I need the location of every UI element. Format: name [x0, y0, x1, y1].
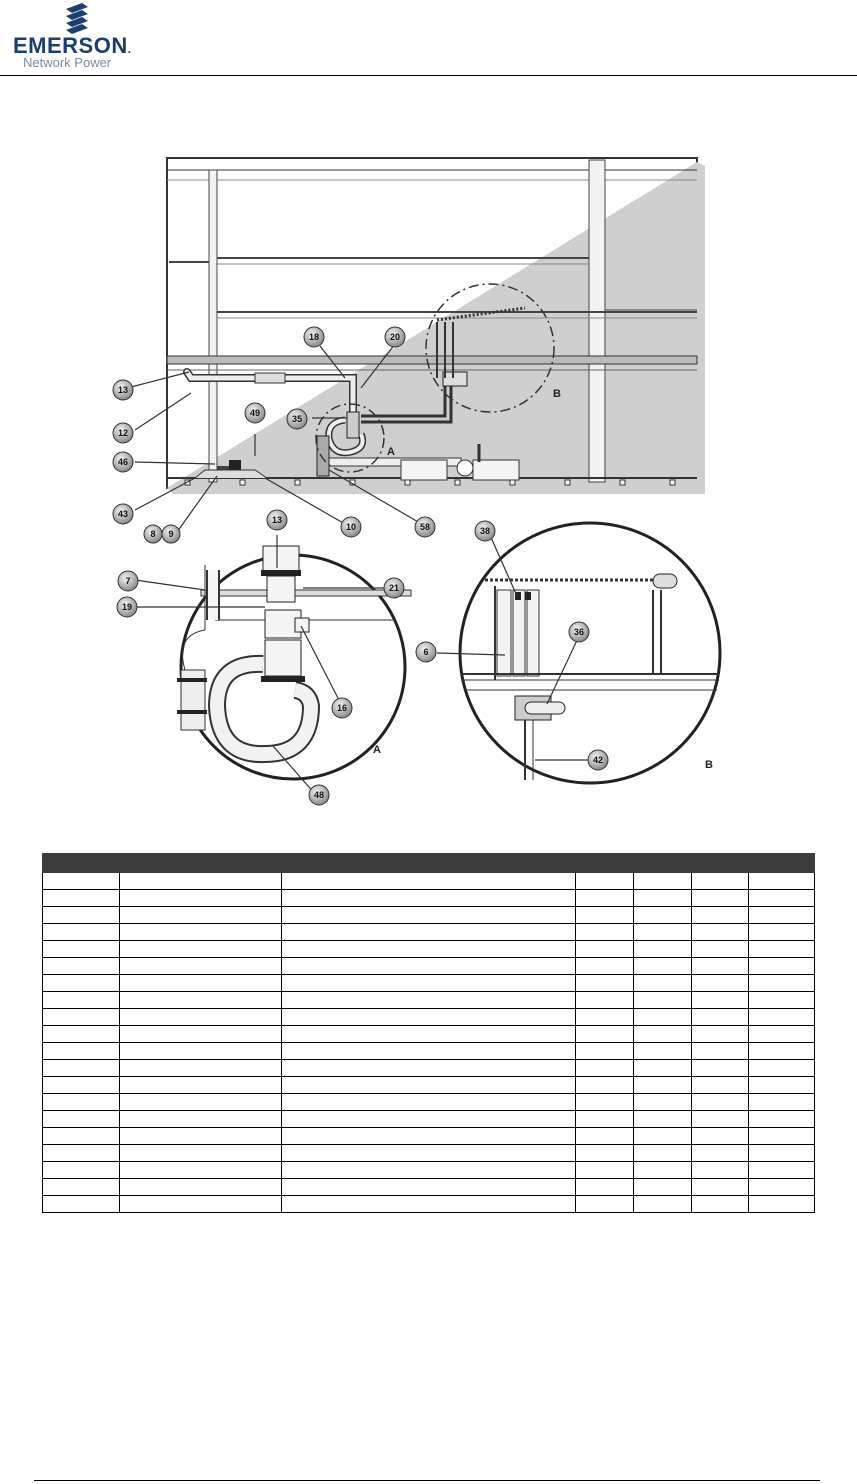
- table-row: [43, 1111, 815, 1128]
- table-row: [43, 1094, 815, 1111]
- callout-43-text: 43: [117, 509, 129, 519]
- view-label-a: A: [387, 446, 395, 458]
- callout-16: [332, 698, 352, 718]
- callout-10: [341, 517, 361, 537]
- callout-58: [415, 517, 435, 537]
- table-row: [43, 890, 815, 907]
- callout-46: [113, 452, 133, 472]
- callout-7-text: 7: [125, 576, 131, 586]
- callout-16-text: 16: [336, 703, 348, 713]
- callout-36-text: 36: [573, 627, 585, 637]
- callout-35: [287, 409, 307, 429]
- table-row: [43, 1060, 815, 1077]
- callout-38: [475, 521, 495, 541]
- callout-13-detail-text: 13: [271, 515, 283, 525]
- table-row: [43, 992, 815, 1009]
- callout-49-text: 49: [249, 408, 261, 418]
- page-header: [0, 0, 857, 76]
- callout-12-text: 12: [117, 428, 129, 438]
- callout-43: [113, 504, 133, 524]
- callout-20-text: 20: [389, 332, 401, 342]
- callout-6-text: 6: [423, 647, 429, 657]
- callout-42-text: 42: [592, 755, 604, 765]
- callout-13-main: [113, 380, 133, 400]
- table-row: [43, 924, 815, 941]
- callout-6: [416, 642, 436, 662]
- table-header-cell: [749, 854, 815, 873]
- brand-subtitle: Network Power: [23, 55, 112, 70]
- detail-view-a: [177, 546, 411, 779]
- table-header-cell: [576, 854, 634, 873]
- footer-rule: [34, 1480, 820, 1481]
- table-row: [43, 958, 815, 975]
- callout-36: [569, 622, 589, 642]
- callout-12: [113, 423, 133, 443]
- callout-58-text: 58: [419, 522, 431, 532]
- callout-13-detail: [267, 510, 287, 530]
- callout-48: [309, 785, 329, 805]
- callout-48-text: 48: [313, 790, 325, 800]
- table-row: [43, 1145, 815, 1162]
- table-header-row: [43, 854, 815, 873]
- table-header-cell: [692, 854, 749, 873]
- table-row: [43, 907, 815, 924]
- callout-18: [304, 327, 324, 347]
- callout-18-text: 18: [308, 332, 320, 342]
- view-label-b: B: [553, 388, 561, 400]
- callout-42: [588, 750, 608, 770]
- callout-9-text: 9: [168, 529, 174, 539]
- callout-19: [117, 597, 137, 617]
- callout-46-text: 46: [117, 457, 129, 467]
- table-header-cell: [634, 854, 692, 873]
- cabinet-view: [167, 158, 705, 494]
- callout-35-text: 35: [291, 414, 303, 424]
- callout-8: [144, 525, 162, 543]
- callout-49: [245, 403, 265, 423]
- callout-13-main-text: 13: [117, 385, 129, 395]
- detail-label-b: B: [705, 759, 713, 771]
- table-row: [43, 1128, 815, 1145]
- header-rule: [0, 75, 857, 76]
- callout-8-text: 8: [150, 529, 156, 539]
- table-row: [43, 1009, 815, 1026]
- table-row: [43, 975, 815, 992]
- table-header-cell: [43, 854, 120, 873]
- brand-name: EMERSON.: [13, 33, 132, 58]
- table-row: [43, 1077, 815, 1094]
- table-header-cell: [282, 854, 576, 873]
- callout-20: [385, 327, 405, 347]
- callout-21-text: 21: [388, 583, 400, 593]
- table-row: [43, 941, 815, 958]
- detail-view-b: [460, 523, 720, 783]
- table-row: [43, 1162, 815, 1179]
- callout-9: [162, 525, 180, 543]
- table-header-cell: [120, 854, 282, 873]
- callout-38-text: 38: [479, 526, 491, 536]
- callout-19-text: 19: [121, 602, 133, 612]
- table-row: [43, 1179, 815, 1196]
- table-row: [43, 873, 815, 890]
- detail-label-a: A: [373, 744, 381, 756]
- table-row: [43, 1196, 815, 1213]
- table-row: [43, 1043, 815, 1060]
- parts-table: [42, 853, 815, 1213]
- callout-21: [384, 578, 404, 598]
- brand-tm: .: [127, 42, 132, 56]
- emerson-logo-icon: [62, 2, 92, 34]
- table-row: [43, 1026, 815, 1043]
- table-body: [43, 873, 815, 1213]
- callout-7: [118, 571, 138, 591]
- callout-10-text: 10: [345, 522, 357, 532]
- parts-diagram: [105, 150, 745, 810]
